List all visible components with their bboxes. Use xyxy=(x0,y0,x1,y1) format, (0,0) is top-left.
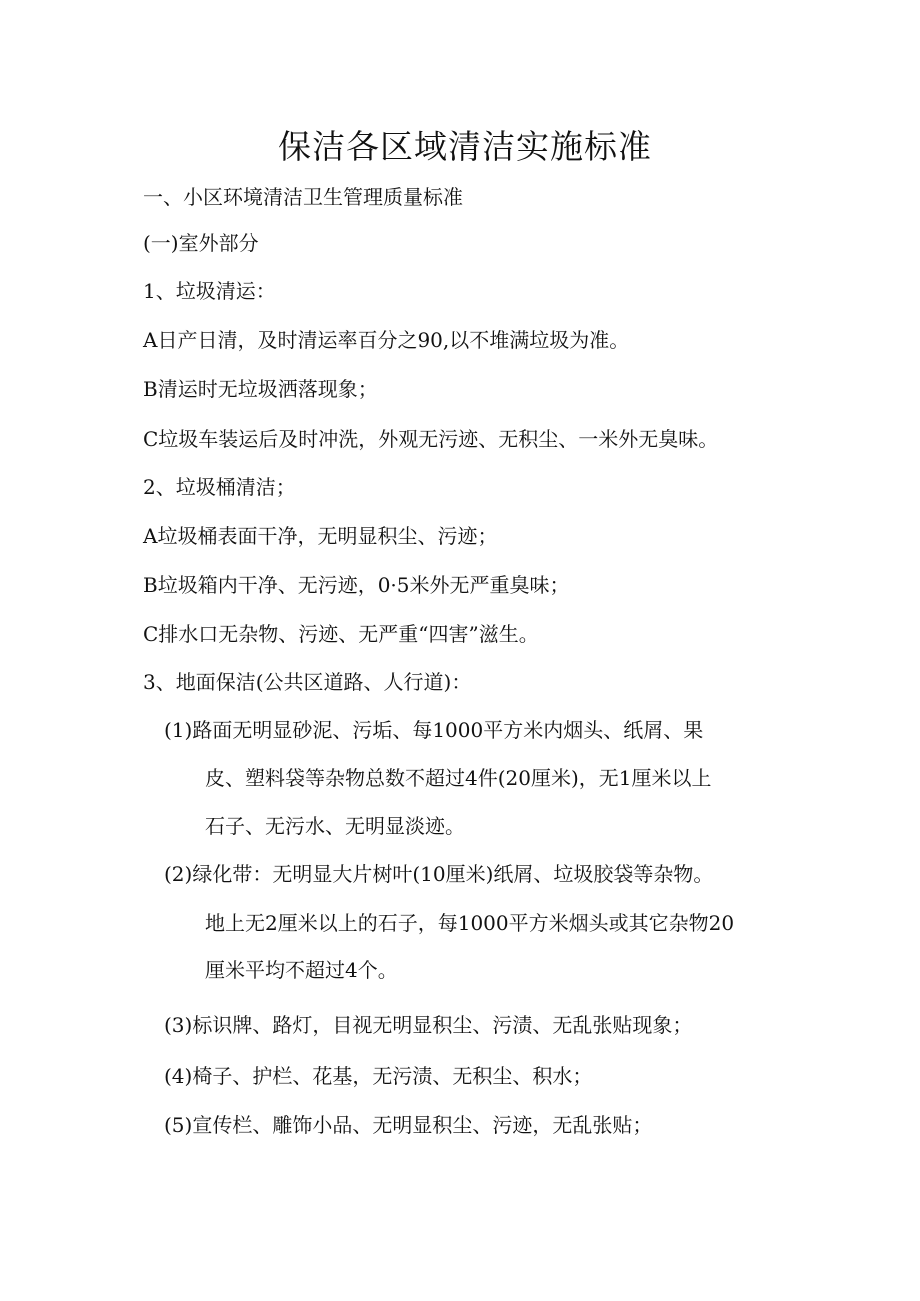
item-3-point-4: (4)椅子、护栏、花基，无污渍、无积尘、积水； xyxy=(164,1064,593,1088)
item-3-point-2-line-2: 地上无2厘米以上的石子，每1000平方米烟头或其它杂物20 xyxy=(205,911,735,935)
item-3-point-3: (3)标识牌、路灯，目视无明显积尘、污渍、无乱张贴现象； xyxy=(164,1013,693,1037)
item-2-line-b: B垃圾箱内干净、无污迹，0·5米外无严重臭味； xyxy=(143,573,570,597)
item-3-point-1-line-3: 石子、无污水、无明显淡迹。 xyxy=(205,814,465,838)
item-2-line-a: A垃圾桶表面干净，无明显积尘、污迹； xyxy=(143,524,498,548)
item-2-line-c: C排水口无杂物、污迹、无严重“四害”滋生。 xyxy=(143,622,539,646)
document-title: 保洁各区域清洁实施标准 xyxy=(278,127,652,166)
subsection-heading: (一)室外部分 xyxy=(143,231,259,255)
item-3-point-2-line-1: (2)绿化带：无明显大片树叶(10厘米)纸屑、垃圾胶袋等杂物。 xyxy=(164,862,714,886)
item-3-point-2-line-3: 厘米平均不超过4个。 xyxy=(205,958,398,982)
item-1-line-c: C垃圾车装运后及时冲洗，外观无污迹、无积尘、一米外无臭味。 xyxy=(143,427,719,451)
item-3-point-1-line-1: (1)路面无明显砂泥、污垢、每1000平方米内烟头、纸屑、果 xyxy=(164,718,704,742)
section-heading: 一、小区环境清洁卫生管理质量标准 xyxy=(143,185,463,209)
item-3-point-1-line-2: 皮、塑料袋等杂物总数不超过4件(20厘米)，无1厘米以上 xyxy=(205,766,712,790)
item-3-heading: 3、地面保洁(公共区道路、人行道)： xyxy=(143,670,472,694)
item-1-line-a: A日产日清，及时清运率百分之90,以不堆满垃圾为准。 xyxy=(143,328,630,352)
item-1-heading: 1、垃圾清运： xyxy=(143,279,276,303)
item-2-heading: 2、垃圾桶清洁； xyxy=(143,475,296,499)
item-3-point-5: (5)宣传栏、雕饰小品、无明显积尘、污迹，无乱张贴； xyxy=(164,1113,653,1137)
item-1-line-b: B清运时无垃圾洒落现象； xyxy=(143,377,378,401)
